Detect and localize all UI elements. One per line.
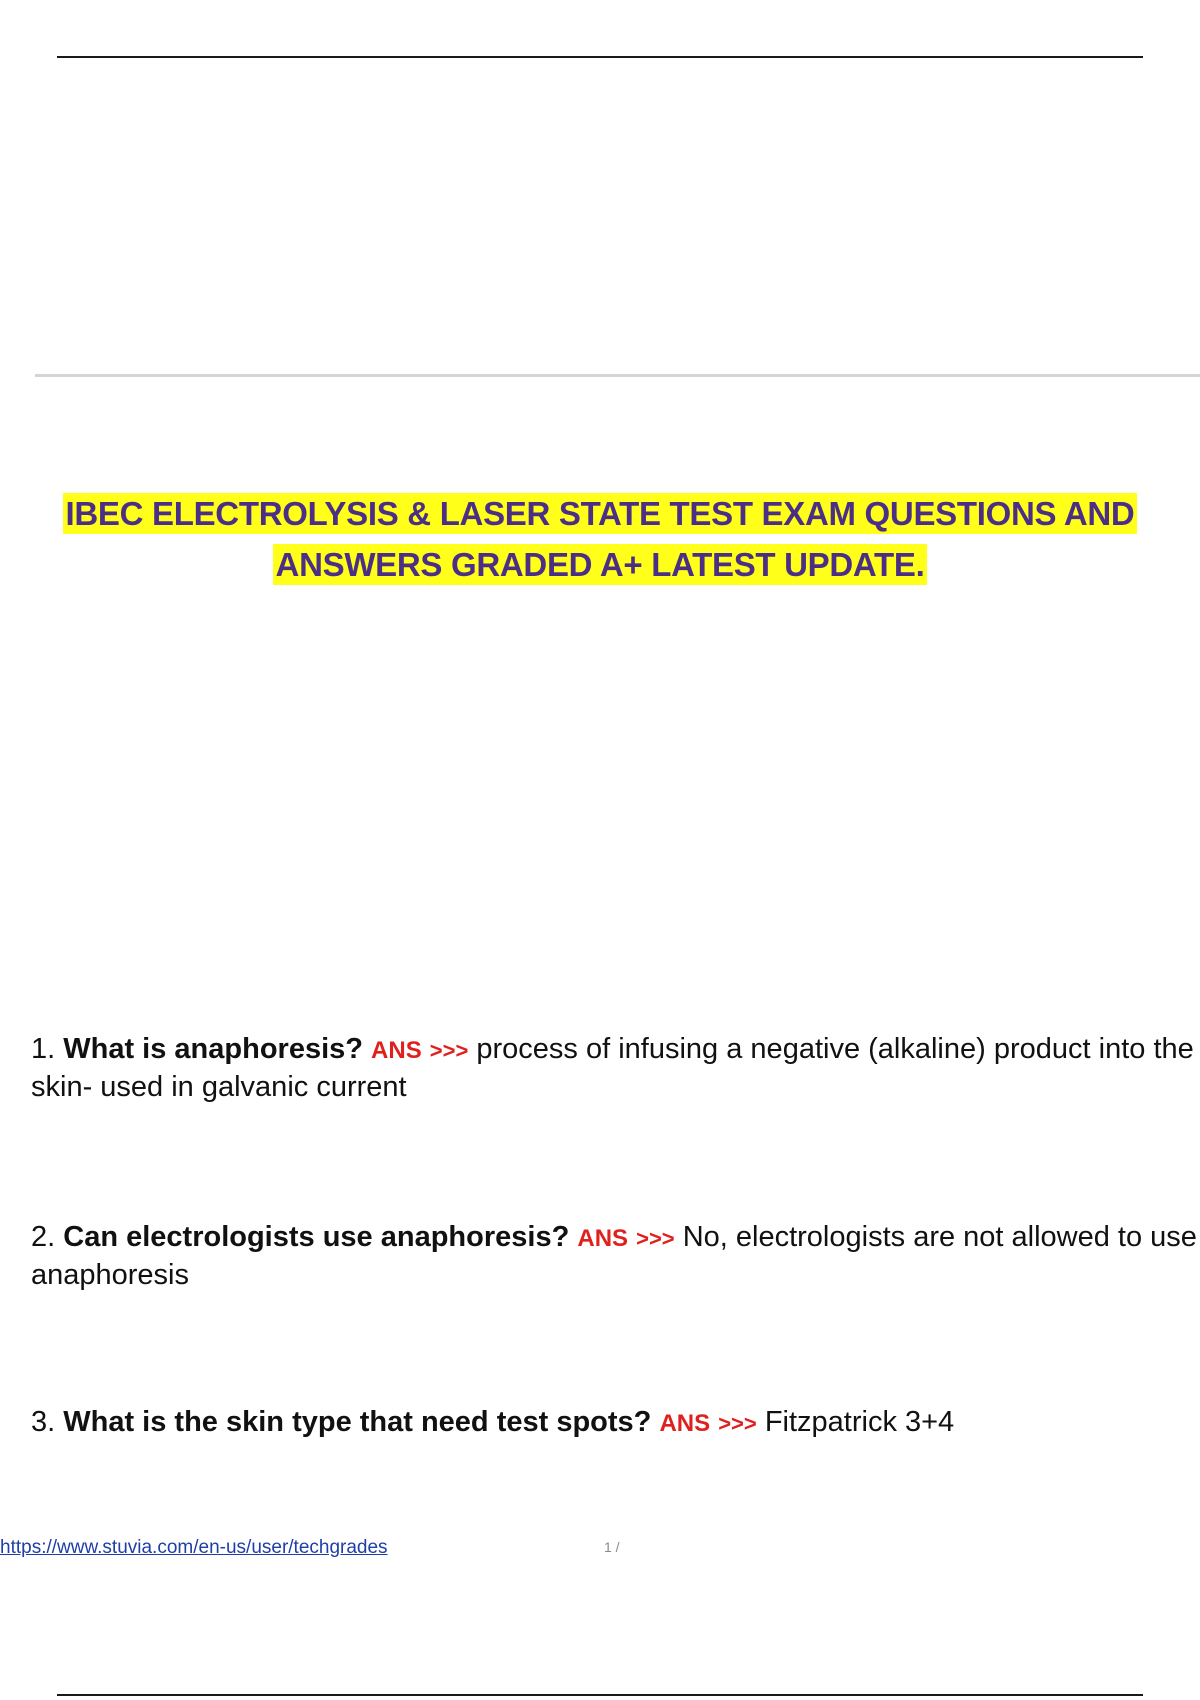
answer-arrows: >>> <box>718 1411 757 1436</box>
document-title <box>60 488 1140 590</box>
answer-marker: ANS <box>371 1037 422 1064</box>
top-rule <box>57 56 1143 58</box>
question-number: 3. <box>31 1406 56 1438</box>
question-text: What is anaphoresis? <box>63 1033 363 1065</box>
question-text: Can electrologists use anaphoresis? <box>63 1221 570 1253</box>
page-number: 1 / <box>604 1539 620 1555</box>
title-line-2: ANSWERS GRADED A+ LATEST UPDATE. <box>273 544 928 585</box>
answer-marker: ANS <box>659 1410 711 1437</box>
answer-text: Fitzpatrick 3+4 <box>764 1406 955 1438</box>
question-text: What is the skin type that need test spots? <box>63 1406 652 1438</box>
question-number: 1. <box>31 1033 56 1065</box>
question-number: 2. <box>31 1221 56 1253</box>
answer-marker: ANS <box>577 1225 629 1252</box>
answer-text: process of infusing a negative (alkaline) product into the skin- used in galvanic current <box>31 1033 1194 1103</box>
bottom-rule <box>57 1694 1143 1696</box>
question-item-1 <box>31 1031 1200 1105</box>
section-divider <box>35 374 1200 377</box>
title-line-1: IBEC ELECTROLYSIS & LASER STATE TEST EXAM QUESTIONS AND <box>63 493 1138 534</box>
answer-text: No, electrologists are not allowed to use anaphoresis <box>31 1221 1197 1291</box>
question-item-3 <box>31 1404 1200 1442</box>
question-item-2 <box>31 1219 1200 1293</box>
answer-arrows: >>> <box>429 1038 469 1063</box>
footer-link[interactable]: https://www.stuvia.com/en-us/user/techgrades <box>0 1537 388 1558</box>
answer-arrows: >>> <box>636 1226 675 1251</box>
